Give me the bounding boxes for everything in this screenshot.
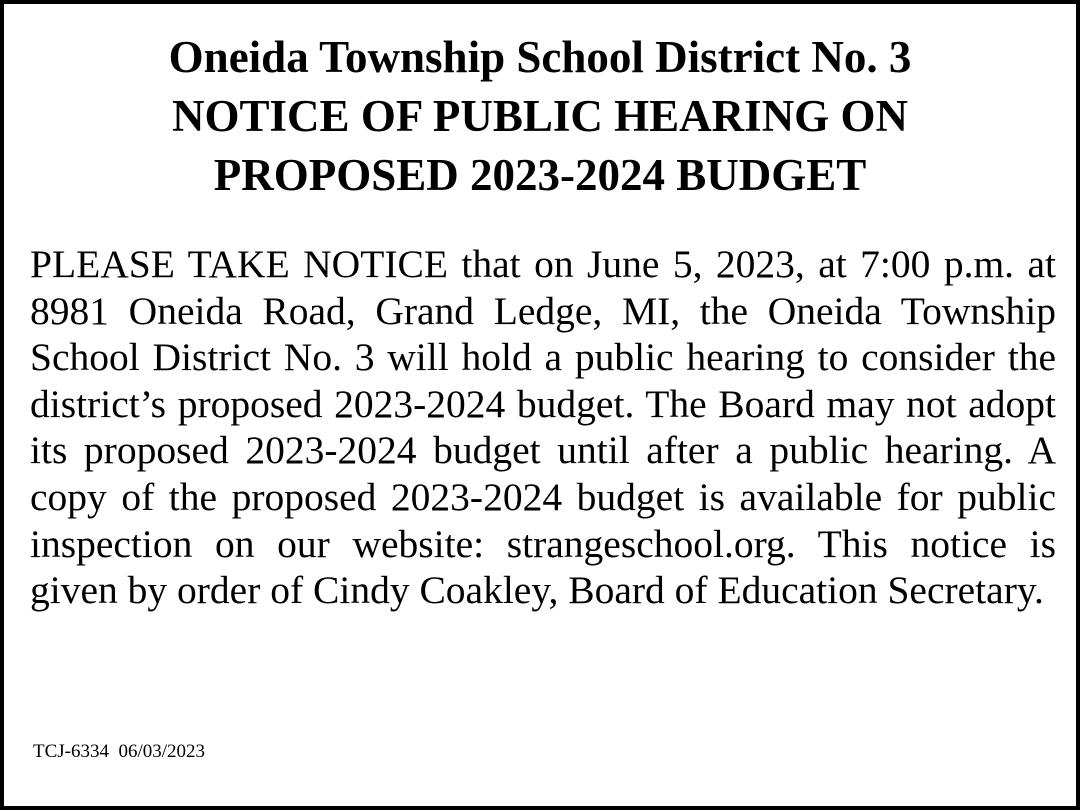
notice-header [4, 28, 1076, 205]
notice-title-line-2: PROPOSED 2023-2024 BUDGET [213, 150, 867, 200]
notice-reference-code: TCJ-6334 06/03/2023 [33, 741, 206, 762]
notice-title-line-1: NOTICE OF PUBLIC HEARING ON [172, 91, 908, 141]
district-name-heading: Oneida Township School District No. 3 [168, 32, 912, 82]
notice-body: PLEASE TAKE NOTICE that on June 5, 2023, at 7:00 p.m. at 8981 Oneida Road, Grand Ledge, MI, the Oneida Township School District No. 3 will hold a public hearing to consider the district’s proposed 2023-2024 budget. The Board may not adopt its proposed 2023-2024 budget until after a public hearing. A copy of the proposed 2023-2024 budget is available for public inspection on our website: strangeschool.org. This notice is given by order of Cindy Coakley, Board of Education Secretary. [30, 242, 1056, 613]
